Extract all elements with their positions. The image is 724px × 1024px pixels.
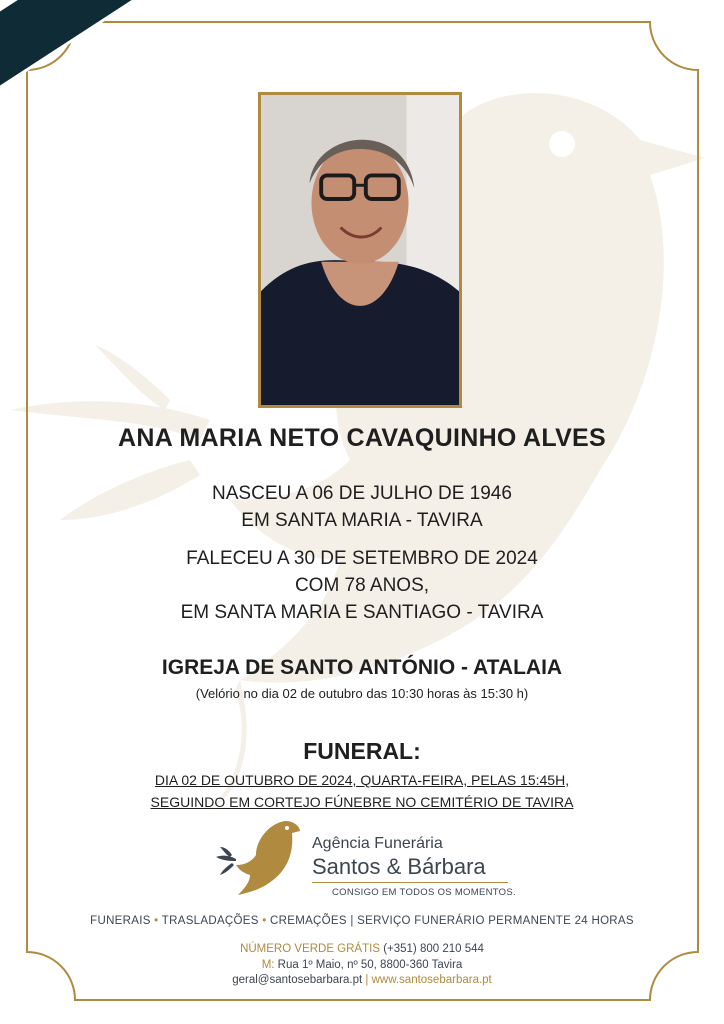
funeral-title: FUNERAL:: [303, 738, 421, 764]
address-label: M:: [261, 959, 275, 971]
phone-line: [0, 943, 724, 955]
age: COM 78 ANOS,: [294, 575, 430, 596]
service-24h: SERVIÇO FUNERÁRIO PERMANENTE 24 HORAS: [357, 915, 634, 927]
birth-info: [0, 480, 724, 534]
deceased-photo: [258, 92, 462, 408]
wake-place: IGREJA DE SANTO ANTÓNIO - ATALAIA: [161, 656, 563, 679]
agency-subtitle: Agência Funerária: [312, 835, 443, 852]
phone-label: NÚMERO VERDE GRÁTIS: [240, 943, 380, 955]
death-info: [0, 545, 724, 626]
deceased-name: ANA MARIA NETO CAVAQUINHO ALVES: [117, 424, 606, 452]
address: Rua 1º Maio, nº 50, 8800-360 Tavira: [277, 959, 463, 971]
phone-number[interactable]: (+351) 800 210 544: [383, 943, 484, 955]
web-line: [0, 974, 724, 986]
birth-date: NASCEU A 06 DE JULHO DE 1946: [212, 483, 512, 504]
services-separator: |: [346, 915, 358, 927]
service-transfers: TRASLADAÇÕES: [161, 915, 259, 927]
services-separator: •: [150, 915, 162, 927]
address-line: [0, 959, 724, 971]
bird-logo-icon: [216, 815, 302, 899]
birth-place: EM SANTA MARIA - TAVIRA: [241, 510, 483, 531]
email-link[interactable]: geral@santosebarbara.pt: [232, 974, 363, 986]
funeral-line-1: DIA 02 DE OUTUBRO DE 2024, QUARTA-FEIRA, PELAS 15:45H,: [154, 772, 570, 788]
contact-separator: |: [362, 974, 372, 986]
wake-details: (Velório no dia 02 de outubro das 10:30 horas às 15:30 h): [195, 686, 529, 701]
website-link[interactable]: www.santosebarbara.pt: [371, 974, 492, 986]
agency-tagline: CONSIGO EM TODOS OS MOMENTOS.: [332, 887, 516, 898]
death-date: FALECEU A 30 DE SETEMBRO DE 2024: [186, 548, 538, 569]
death-place: EM SANTA MARIA E SANTIAGO - TAVIRA: [180, 602, 544, 623]
agency-name: Santos & Bárbara: [312, 854, 486, 879]
service-funerals: FUNERAIS: [90, 915, 151, 927]
agency-divider: [312, 882, 508, 883]
service-cremations: CREMAÇÕES: [270, 915, 347, 927]
services-separator: •: [258, 915, 271, 927]
services-line: [0, 915, 724, 927]
funeral-line-2: SEGUINDO EM CORTEJO FÚNEBRE NO CEMITÉRIO DE TAVIRA: [150, 794, 574, 810]
funeral-details: [0, 769, 724, 813]
